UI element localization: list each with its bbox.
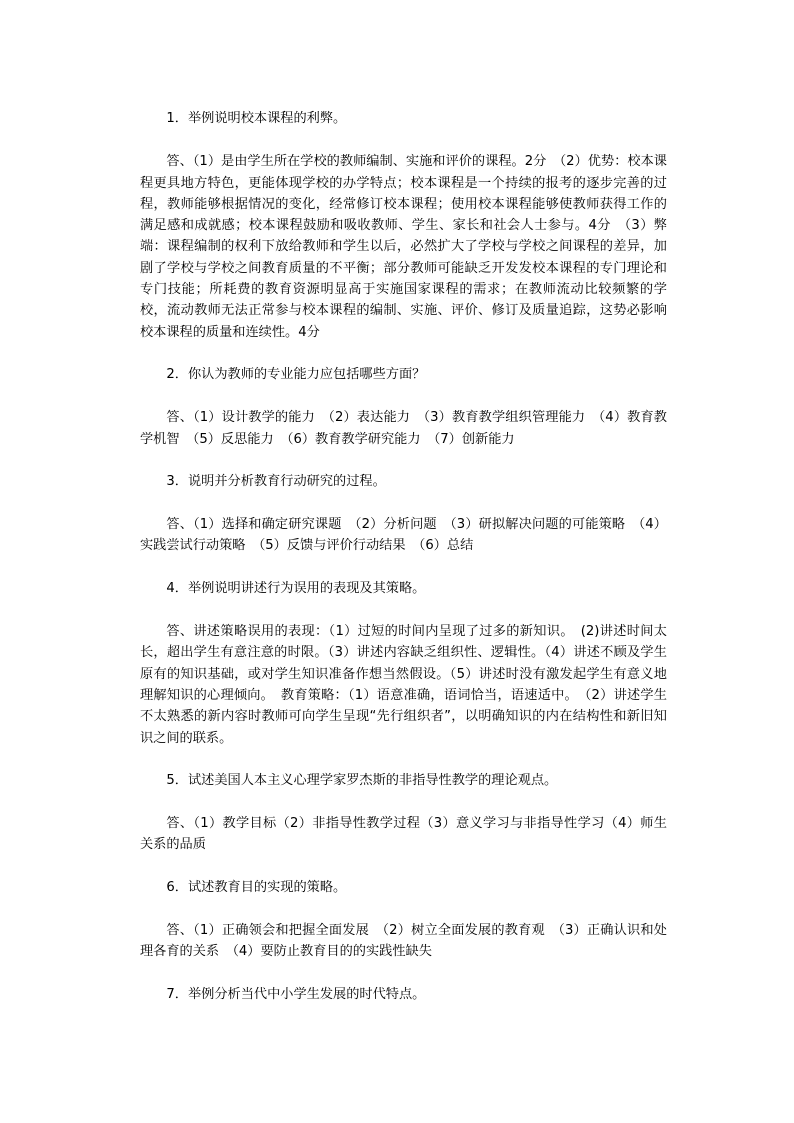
spacer — [140, 599, 667, 621]
question-text-4: 4．举例说明讲述行为误用的表现及其策略。 — [166, 580, 426, 596]
spacer — [140, 963, 667, 984]
answer-text-1: 答、（1）是由学生所在学校的教师编制、实施和评价的课程。2分 （2）优势：校本课程更具地方特色，更能体现学校的办学特点；校本课程是一个持续的报考的逐步完善的过程，教师能够根据情况的变化，经常修订校本课程；使用校本课程能够使教师获得工作的满足感和成就感；校本课程鼓励和吸收教师、学生、家长和社会人士参与。4分 （3）弊端：课程编制的权利下放给教师和学生以后，必然扩大了学校与学校之间课程的差异，加剧了学校与学校之间教育质量的不平衡；部分教师可能缺乏开发发校本课程的专门理论和专门技能；所耗费的教育资源明显高于实施国家课程的需求；在教师流动比较频繁的学校，流动教师无法正常参与校本课程的编制、实施、评价、修订及质量追踪，这势必影响校本课程的质量和连续性。4分 — [140, 154, 667, 340]
qa-item-4 — [140, 578, 667, 749]
spacer — [140, 129, 667, 151]
spacer — [140, 492, 667, 514]
answer-text-3: 答、（1）选择和确定研究课题 （2）分析问题 （3）研拟解决问题的可能策略 （4）实践尝试行动策略 （5）反馈与评价行动结果 （6）总结 — [140, 517, 667, 554]
qa-item-7 — [140, 984, 667, 1005]
qa-item-5 — [140, 770, 667, 856]
spacer — [140, 791, 667, 813]
answer-text-2: 答、（1）设计教学的能力 （2）表达能力 （3）教育教学组织管理能力 （4）教育教学机智 （5）反思能力 （6）教育教学研究能力 （7）创新能力 — [140, 410, 667, 447]
document-body — [140, 108, 667, 1005]
spacer — [140, 749, 667, 770]
answer-text-6: 答、（1）正确领会和把握全面发展 （2）树立全面发展的教育观 （3）正确认识和处理各育的关系 （4）要防止教育目的的实践性缺失 — [140, 923, 667, 960]
answer-text-5: 答、（1）教学目标（2）非指导性教学过程（3）意义学习与非指导性学习（4）师生关系的品质 — [140, 816, 667, 853]
qa-item-6 — [140, 877, 667, 963]
question-text-6: 6．试述教育目的实现的策略。 — [166, 879, 347, 895]
spacer — [140, 343, 667, 364]
qa-item-2 — [140, 364, 667, 450]
spacer — [140, 385, 667, 407]
question-text-3: 3．说明并分析教育行动研究的过程。 — [166, 473, 386, 489]
qa-item-3 — [140, 471, 667, 557]
spacer — [140, 557, 667, 578]
qa-item-1 — [140, 108, 667, 343]
question-text-2: 2．你认为教师的专业能力应包括哪些方面？ — [166, 366, 426, 382]
question-text-1: 1．举例说明校本课程的利弊。 — [166, 111, 347, 126]
answer-text-4: 答、讲述策略误用的表现：（1）过短的时间内呈现了过多的新知识。 (2)讲述时间太长，超出学生有意注意的时限。（3）讲述内容缺乏组织性、逻辑性。（4）讲述不顾及学生原有的知识基础，或对学生知识准备作想当然假设。（5）讲述时没有激发起学生有意义地理解知识的心理倾向。 教育策略：（1）语意准确，语词恰当，语速适中。 （2）讲述学生不太熟悉的新内容时教师可向学生呈现“先行组织者”，以明确知识的内在结构性和新旧知识之间的联系。 — [140, 624, 667, 746]
question-text-7: 7．举例分析当代中小学生发展的时代特点。 — [166, 986, 426, 1002]
question-text-5: 5．试述美国人本主义心理学家罗杰斯的非指导性教学的理论观点。 — [166, 772, 558, 788]
spacer — [140, 898, 667, 920]
spacer — [140, 856, 667, 877]
spacer — [140, 450, 667, 471]
